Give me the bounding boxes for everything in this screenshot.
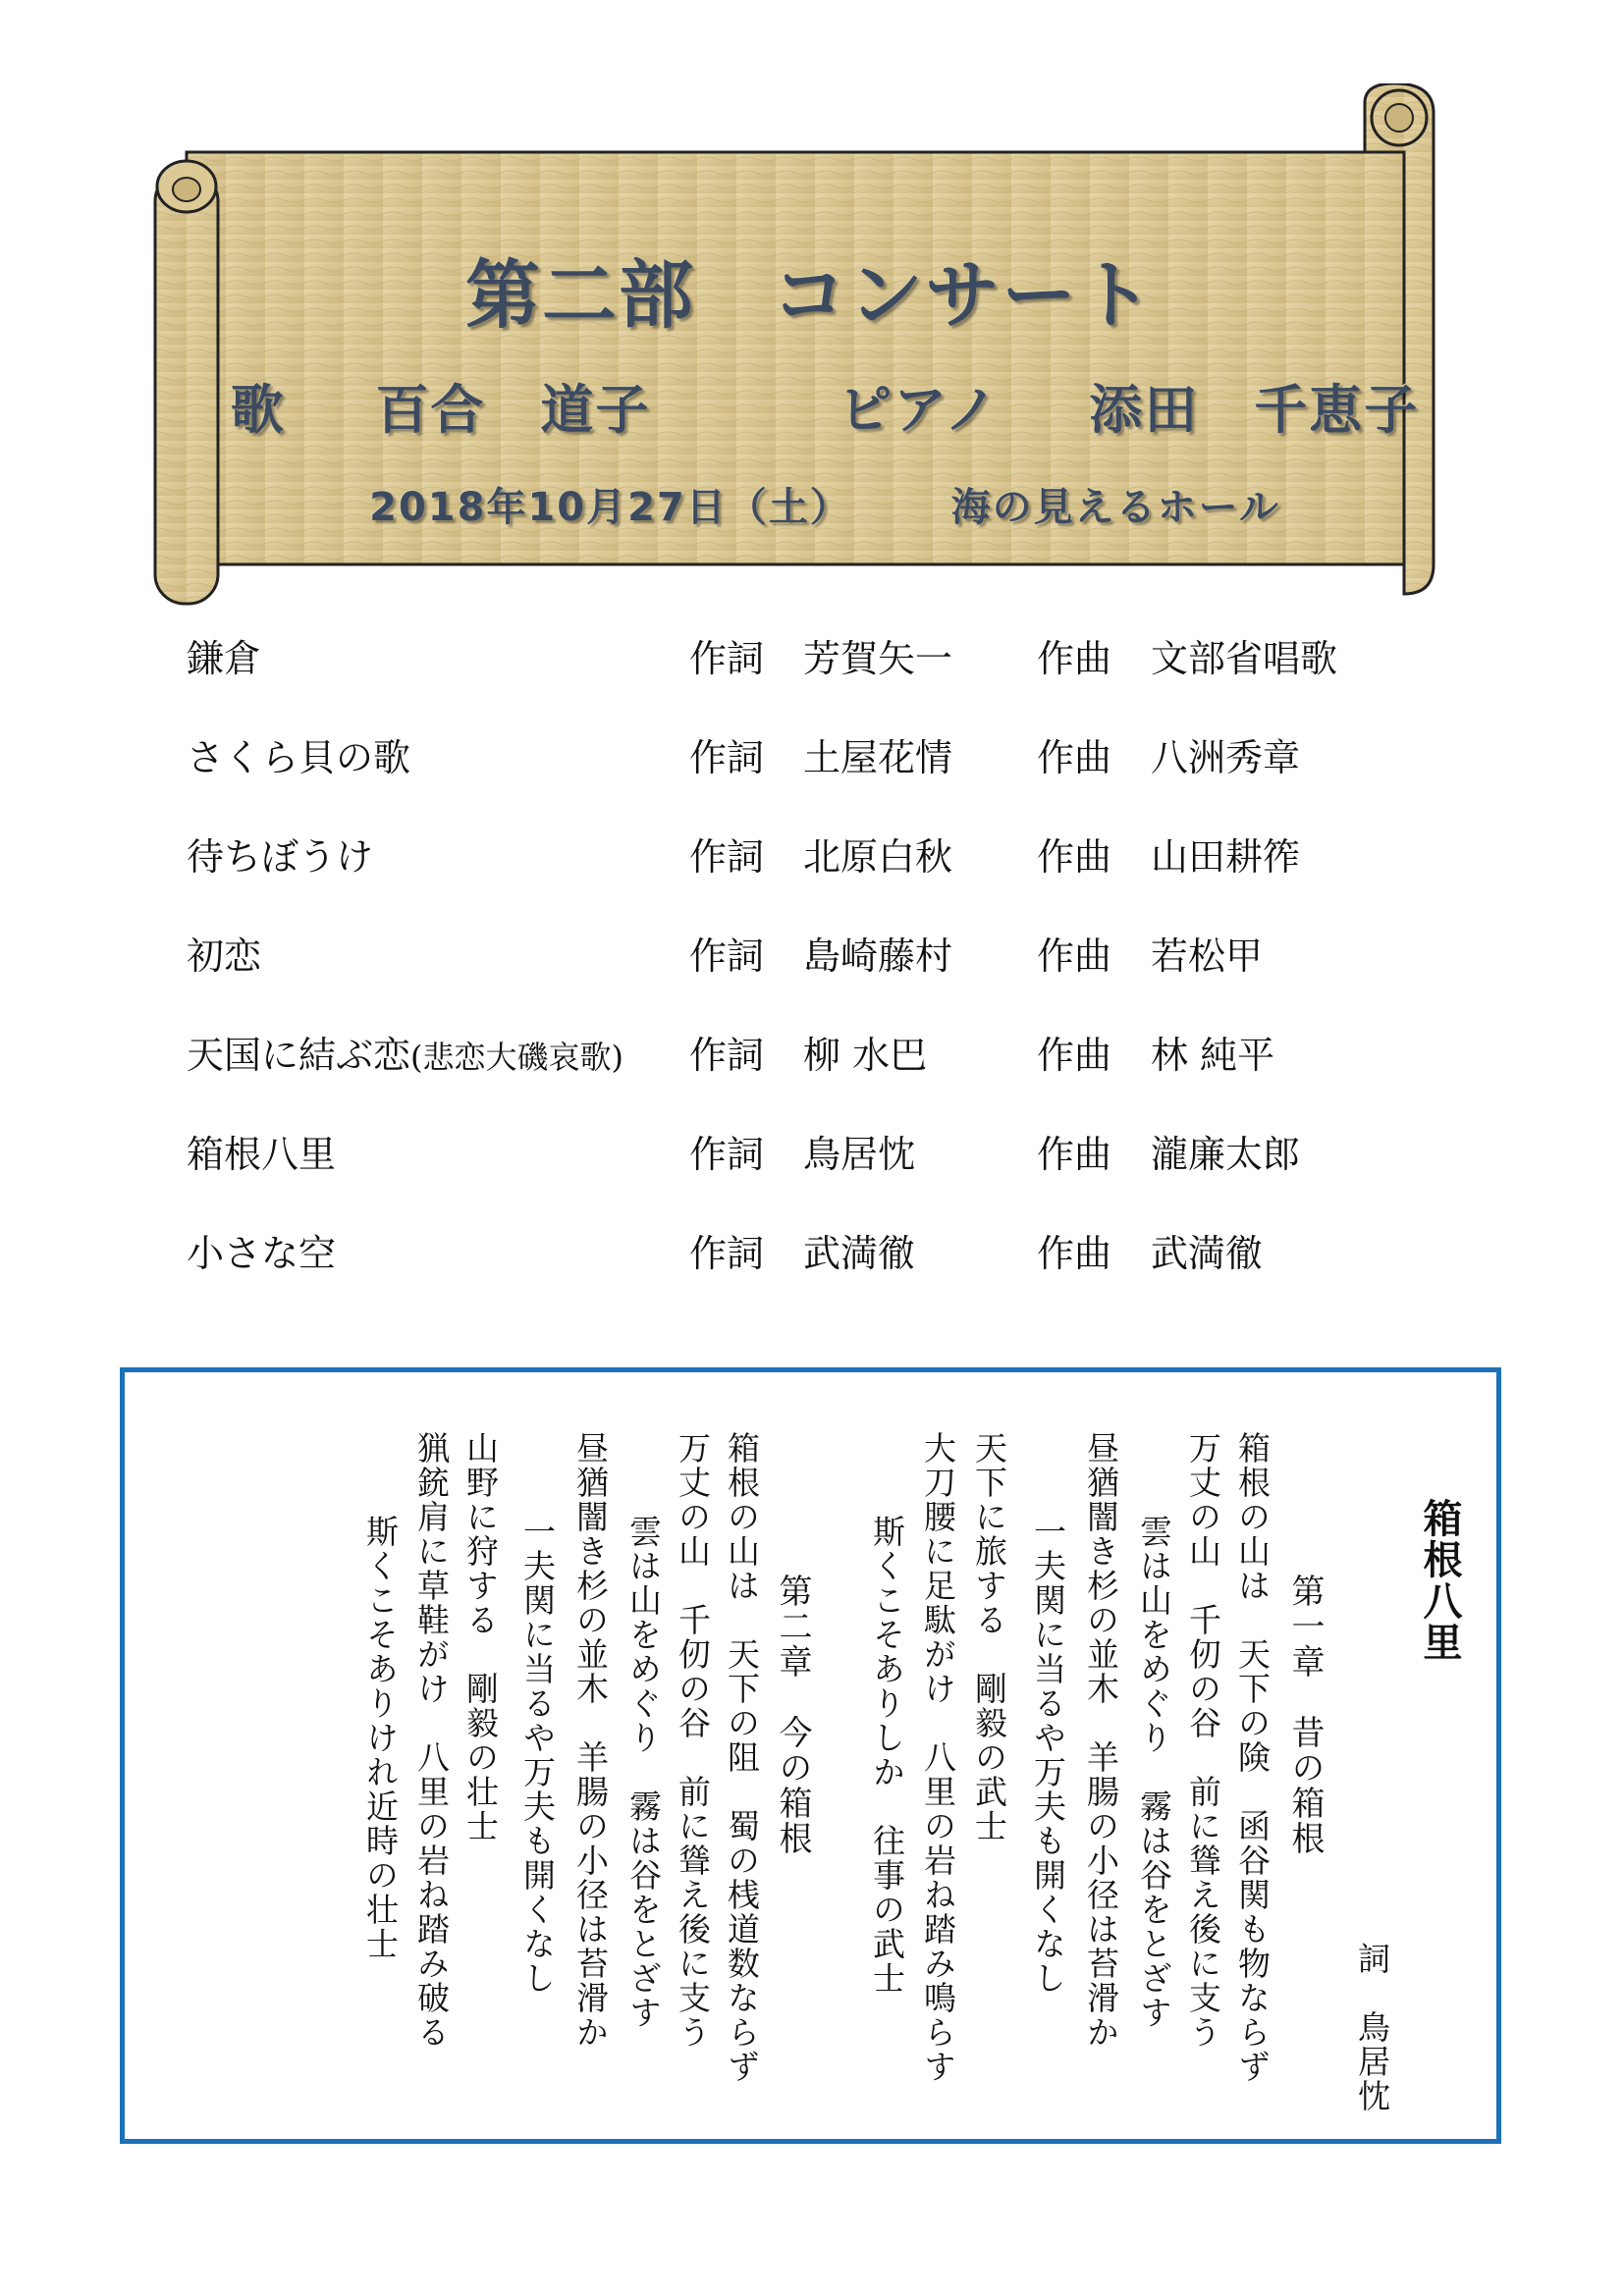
- lyric-line: 雲は山をめぐり 霧は谷をとざす: [1135, 1515, 1173, 2030]
- lyric-line: 箱根の山は 天下の阻 蜀の桟道数ならず: [723, 1431, 761, 2084]
- singer-label: 歌: [230, 379, 286, 441]
- song-title: 待ちぼうけ: [187, 835, 374, 879]
- lyricist-name: 芳賀矢一: [803, 637, 953, 680]
- composer-name: 武満徹: [1151, 1232, 1264, 1275]
- lyric-line: 大刀腰に足駄がけ 八里の岩ね踏み鳴らす: [919, 1431, 957, 2084]
- pianist-name: 添田 千恵子: [1089, 379, 1420, 441]
- lyricist-name: 島崎藤村: [803, 934, 953, 978]
- song-title-main: 天国に結ぶ恋: [187, 1034, 411, 1077]
- composer-label: 作曲: [1037, 1232, 1112, 1275]
- event-venue: 海の見えるホール: [950, 485, 1280, 530]
- composer-label: 作曲: [1037, 1133, 1112, 1176]
- song-title: [187, 1025, 623, 1079]
- song-title-note: (悲恋大磯哀歌): [410, 1039, 623, 1076]
- song-title: さくら貝の歌: [187, 736, 411, 779]
- composer-label: 作曲: [1037, 1034, 1112, 1077]
- title-scroll-banner: [147, 83, 1473, 633]
- lyricist-label: 作詞: [689, 1133, 765, 1176]
- composer-name: 八洲秀章: [1151, 736, 1301, 779]
- singer-name: 百合 道子: [375, 379, 651, 441]
- composer-label: 作曲: [1037, 934, 1112, 978]
- lyric-line: 昼猶闇き杉の並木 羊腸の小径は苔滑か: [571, 1431, 610, 2050]
- composer-name: 山田耕筰: [1151, 835, 1301, 879]
- lyricist-name: 柳 水巴: [803, 1034, 928, 1077]
- lyricist-name: 北原白秋: [803, 835, 953, 879]
- lyric-line: 雲は山をめぐり 霧は谷をとざす: [624, 1515, 663, 2030]
- lyric-line: 猟銃肩に草鞋がけ 八里の岩ね踏み破る: [412, 1431, 451, 2050]
- lyrics-box: [120, 1367, 1501, 2144]
- performers-line: [206, 368, 1443, 444]
- date-venue-line: [206, 476, 1443, 532]
- credit-label: 詞: [1353, 1942, 1391, 1976]
- composer-label: 作曲: [1037, 736, 1112, 779]
- lyric-line: 一夫関に当るや万夫も開くなし: [1029, 1515, 1067, 1996]
- composer-label: 作曲: [1037, 637, 1112, 680]
- lyric-line: 一夫関に当るや万夫も開くなし: [518, 1515, 557, 1996]
- lyric-line: 山野に狩する 剛毅の壮士: [461, 1431, 500, 1843]
- lyricist-label: 作詞: [689, 934, 765, 978]
- lyrics-credit: [1353, 1942, 1391, 2113]
- lyricist-label: 作詞: [689, 736, 765, 779]
- song-title: 鎌倉: [187, 637, 262, 680]
- song-title: 箱根八里: [187, 1133, 337, 1176]
- composer-name: 林 純平: [1151, 1034, 1275, 1077]
- concert-title: 第二部 コンサート: [465, 251, 1155, 339]
- lyric-line: 昼猶闇き杉の並木 羊腸の小径は苔滑か: [1082, 1431, 1120, 2050]
- lyricist-label: 作詞: [689, 1034, 765, 1077]
- lyricist-name: 武満徹: [803, 1232, 916, 1275]
- lyricist-label: 作詞: [689, 1232, 765, 1275]
- lyric-line: 箱根の山は 天下の険 函谷関も物ならず: [1233, 1431, 1272, 2084]
- scroll-graphic: [147, 83, 1473, 633]
- lyric-line: 万丈の山 千仞の谷 前に聳え後に支う: [1184, 1431, 1222, 2050]
- lyrics-song-title: 箱根八里: [1417, 1498, 1463, 1663]
- chapter1-heading: 第一章 昔の箱根: [1285, 1574, 1325, 1856]
- lyricist-label: 作詞: [689, 835, 765, 879]
- lyricist-name: 鳥居忱: [803, 1133, 916, 1176]
- lyric-line: 天下に旅する 剛毅の武士: [970, 1431, 1008, 1843]
- lyric-line: 斯くこそありけれ近時の壮士: [361, 1515, 400, 1961]
- song-title: 小さな空: [187, 1232, 337, 1275]
- chapter2-heading: 第二章 今の箱根: [773, 1574, 812, 1856]
- lyric-line: 万丈の山 千仞の谷 前に聳え後に支う: [674, 1431, 712, 2050]
- pianist-label: ピアノ: [838, 379, 1000, 441]
- song-title: 初恋: [187, 934, 262, 978]
- lyric-line: 斯くこそありしか 往事の武士: [868, 1515, 906, 1996]
- event-date: 2018年10月27日（土）: [369, 485, 851, 530]
- composer-name: 文部省唱歌: [1151, 637, 1338, 680]
- composer-name: 瀧廉太郎: [1151, 1133, 1301, 1176]
- credit-name: 鳥居忱: [1353, 2010, 1391, 2113]
- composer-name: 若松甲: [1151, 934, 1264, 978]
- composer-label: 作曲: [1037, 835, 1112, 879]
- lyricist-name: 土屋花情: [803, 736, 953, 779]
- lyricist-label: 作詞: [689, 637, 765, 680]
